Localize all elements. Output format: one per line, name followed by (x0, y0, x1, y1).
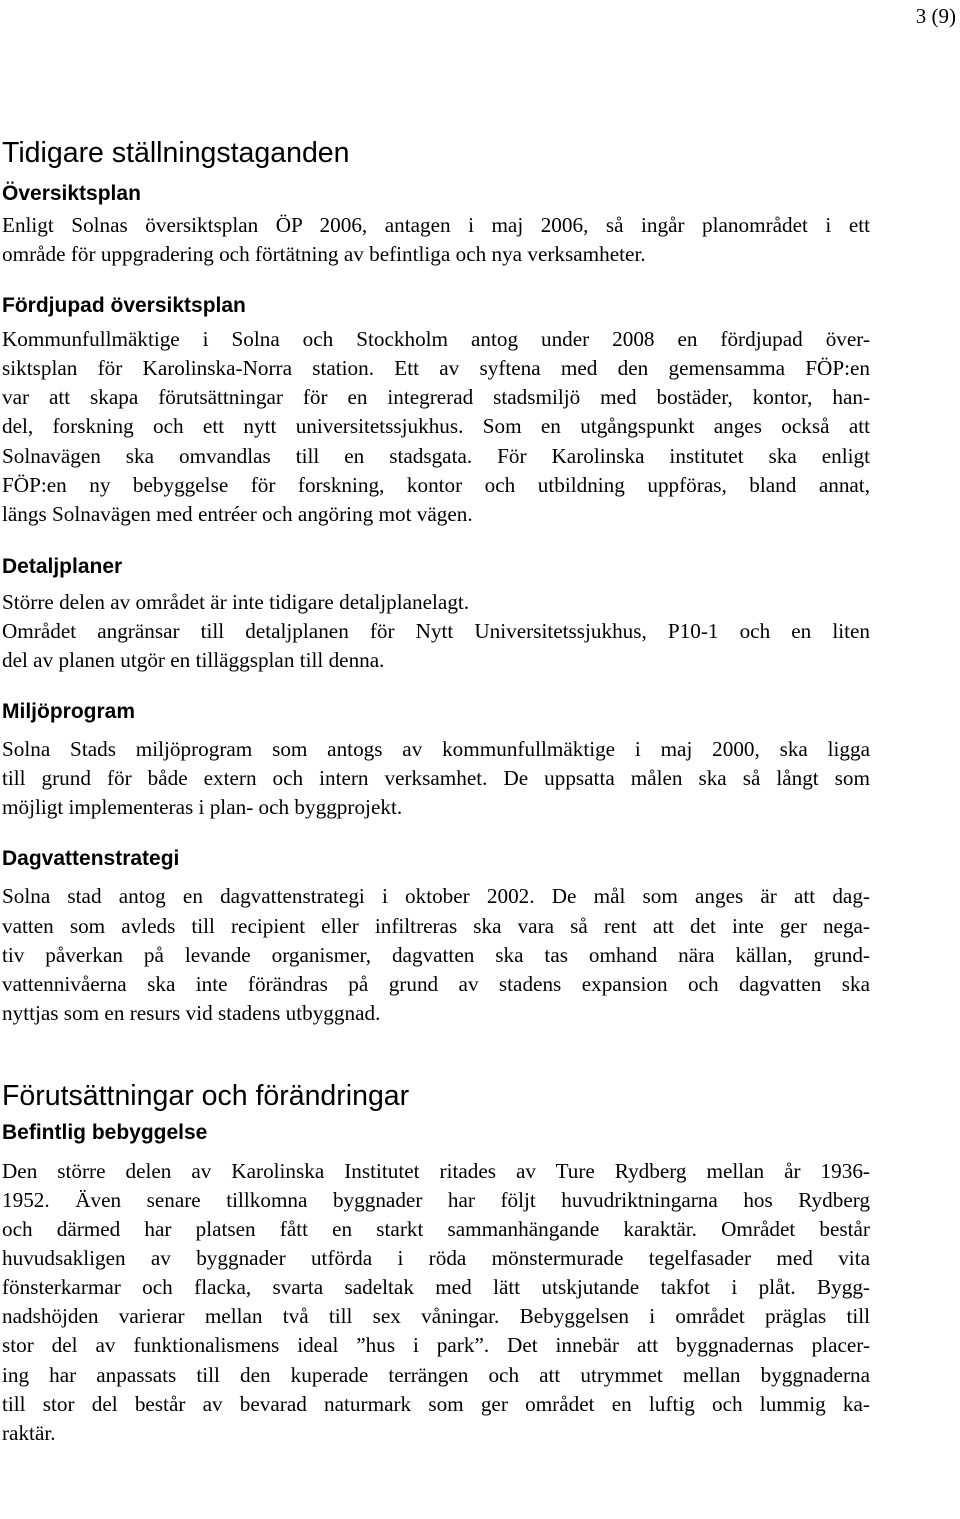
paragraph-dagvattenstrategi (2, 882, 870, 1027)
paragraph-befintlig-bebyggelse (2, 1157, 870, 1448)
text-line: ing har anpassats till den kuperade terrängen och att utrymmet mellan byggnaderna (2, 1362, 870, 1387)
text-line: vatten som avleds till recipient eller infiltreras ska vara så rent att det inte ger nega- (2, 913, 870, 938)
text-line: Solna stad antog en dagvattenstrategi i oktober 2002. De mål som anges är att dag- (2, 884, 870, 909)
heading-miljoprogram: Miljöprogram (2, 700, 136, 724)
text-line: vattennivåerna ska inte förändras på grund av stadens expansion och dagvatten ska (2, 971, 870, 996)
text-line: till stor del består av bevarad naturmark som ger området en luftig och lummig ka- (2, 1391, 870, 1416)
heading-fordjupad-oversiktsplan: Fördjupad översiktsplan (2, 294, 246, 318)
text-line: nyttjas som en resurs vid stadens utbyggnad. (2, 1000, 381, 1025)
text-line: område för uppgradering och förtätning av befintliga och nya verksamheter. (2, 242, 646, 267)
text-line: Kommunfullmäktige i Solna och Stockholm antog under 2008 en fördjupad över- (2, 327, 870, 352)
text-line: till grund för både extern och intern verksamhet. De uppsatta målen ska så långt som (2, 766, 870, 791)
text-line: stor del av funktionalismens ideal ”hus i park”. Det innebär att byggnadernas placer- (2, 1333, 870, 1358)
text-line: var att skapa förutsättningar för en integrerad stadsmiljö med bostäder, kontor, han- (2, 385, 870, 410)
document-body (2, 131, 870, 1448)
page-number: 3 (9) (915, 4, 956, 28)
section-title-forutsattningar: Förutsättningar och förändringar (2, 1079, 410, 1112)
text-line: Solnavägen ska omvandlas till en stadsgata. För Karolinska institutet ska enligt (2, 443, 870, 468)
heading-oversiktsplan: Översiktsplan (2, 182, 141, 205)
text-line: del av planen utgör en tilläggsplan till denna. (2, 648, 385, 673)
heading-detaljplaner: Detaljplaner (2, 554, 123, 578)
heading-dagvattenstrategi: Dagvattenstrategi (2, 847, 180, 871)
text-line: 1952. Även senare tillkomna byggnader har följt huvudriktningarna hos Rydberg (2, 1187, 870, 1212)
text-line: och därmed har platsen fått en starkt sammanhängande karaktär. Området består (2, 1217, 870, 1242)
text-line: Enligt Solnas översiktsplan ÖP 2006, antagen i maj 2006, så ingår planområdet i ett (2, 213, 870, 237)
section-title-tidigare: Tidigare ställningstaganden (2, 137, 350, 169)
heading-befintlig-bebyggelse: Befintlig bebyggelse (2, 1120, 208, 1144)
text-line: raktär. (2, 1420, 56, 1445)
text-line: nadshöjden varierar mellan två till sex våningar. Bebyggelsen i området präglas till (2, 1304, 870, 1329)
text-line: möjligt implementeras i plan- och byggprojekt. (2, 795, 403, 820)
text-line: tiv påverkan på levande organismer, dagvatten ska tas omhand nära källan, grund- (2, 942, 870, 967)
text-line: Området angränsar till detaljplanen för Nytt Universitetssjukhus, P10-1 och en liten (2, 618, 870, 643)
paragraph-oversiktsplan (2, 211, 870, 269)
text-line: huvudsakligen av byggnader utförda i röda mönstermurade tegelfasader med vita (2, 1246, 870, 1271)
text-line: Den större delen av Karolinska Institutet ritades av Ture Rydberg mellan år 1936- (2, 1158, 870, 1183)
paragraph-fordjupad-oversiktsplan (2, 325, 870, 529)
text-line: fönsterkarmar och flacka, svarta sadeltak med lätt utskjutande takfot i plåt. Bygg- (2, 1275, 870, 1300)
text-line: FÖP:en ny bebyggelse för forskning, kontor och utbildning uppföras, bland annat, (2, 472, 870, 497)
text-line: siktsplan för Karolinska-Norra station. Ett av syftena med den gemensamma FÖP:en (2, 356, 870, 381)
text-line: längs Solnavägen med entréer och angöring mot vägen. (2, 501, 473, 526)
text-line: del, forskning och ett nytt universitetssjukhus. Som en utgångspunkt anges också att (2, 414, 870, 439)
paragraph-detaljplaner (2, 588, 870, 675)
text-line: Solna Stads miljöprogram som antogs av kommunfullmäktige i maj 2000, ska ligga (2, 737, 870, 762)
text-line: Större delen av området är inte tidigare detaljplanelagt. (2, 589, 470, 614)
paragraph-miljoprogram (2, 735, 870, 822)
